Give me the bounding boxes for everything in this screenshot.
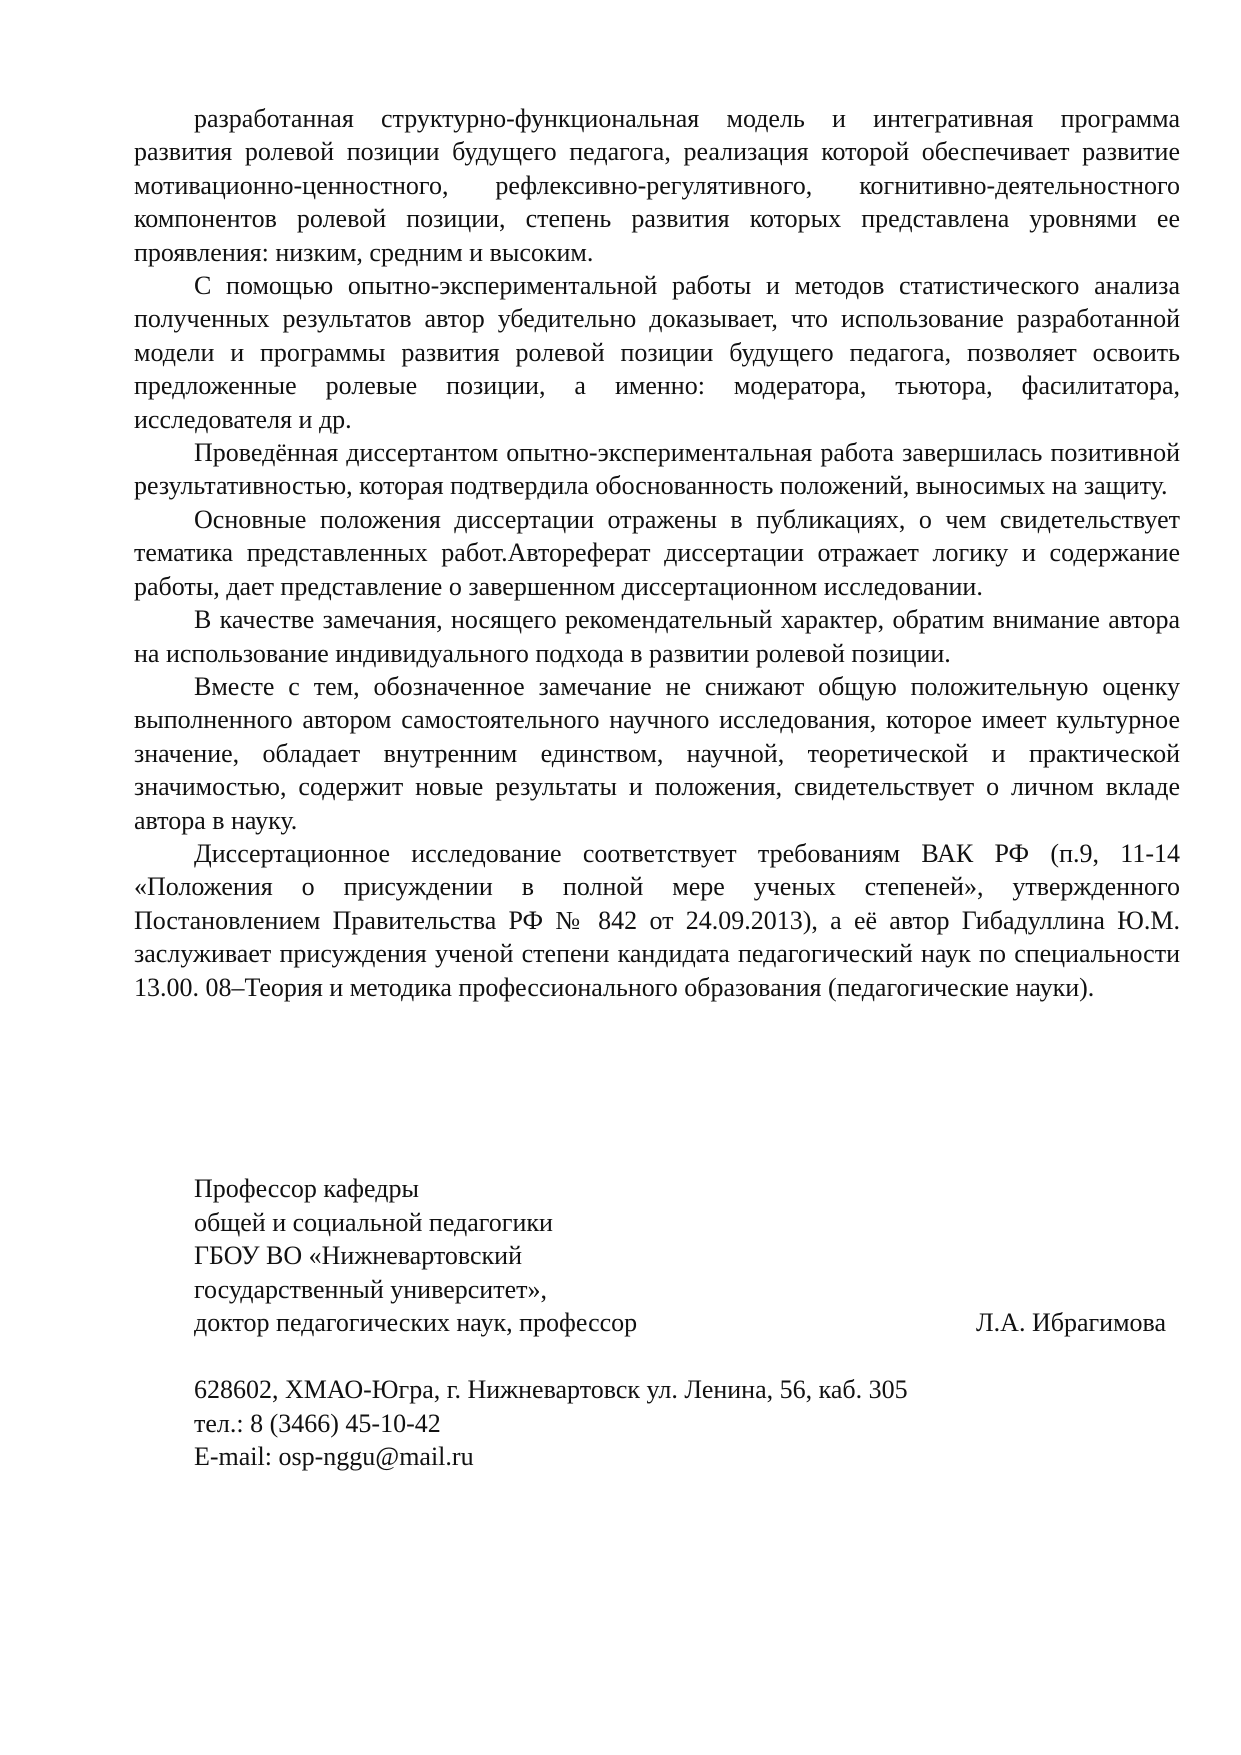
paragraph-assessment: Вместе с тем, обозначенное замечание не снижают общую положительную оценку выполненного автором самостоятельного научного исследования, которое имеет культурное значение, обладает внутренним единством, научной, теоретической и практической значимостью, содержит новые результаты и положения, свидетельствует о личном вкладе автора в науку. xyxy=(134,671,1180,835)
contact-email: E-mail: osp-nggu@mail.ru xyxy=(194,1442,474,1472)
paragraph-publications: Основные положения диссертации отражены в публикациях, о чем свидетельствует тематика представленных работ.Автореферат диссертации отражает логику и содержание работы, дает представление о завершенном диссертационном исследовании. xyxy=(134,504,1180,601)
paragraph-model-description: разработанная структурно-функциональная модель и интегративная программа развития ролевой позиции будущего педагога, реализация которой обеспечивает развитие мотивационно-ценностного, рефлексивно-регулятивного, когнитивно-деятельностного компонентов ролевой позиции, степень развития которых представлена уровнями ее проявления: низким, средним и высоким. xyxy=(134,104,1180,267)
contact-block xyxy=(194,1373,908,1474)
paragraph-results: Проведённая диссертантом опытно-экспериментальная работа завершилась позитивной результативностью, которая подтвердила обоснованность положений, выносимых на защиту. xyxy=(134,438,1180,501)
signature-degree: доктор педагогических наук, профессор xyxy=(194,1308,638,1338)
signature-degree-row xyxy=(194,1306,1180,1340)
signature-block xyxy=(194,1172,1180,1340)
signatory-name: Л.А. Ибрагимова xyxy=(976,1308,1166,1338)
paragraph-remark: В качестве замечания, носящего рекомендательный характер, обратим внимание автора на использование индивидуального подхода в развитии ролевой позиции. xyxy=(134,605,1180,668)
signature-university-line: ГБОУ ВО «Нижневартовский xyxy=(194,1241,523,1271)
signature-university-line-2: государственный университет», xyxy=(194,1274,547,1304)
review-body xyxy=(134,102,1180,1004)
signature-department-line: общей и социальной педагогики xyxy=(194,1207,553,1237)
contact-address: 628602, ХМАО-Югра, г. Нижневартовск ул. Ленина, 56, каб. 305 xyxy=(194,1375,908,1404)
paragraph-conclusion: Диссертационное исследование соответствует требованиям ВАК РФ (п.9, 11-14 «Положения о присуждении в полной мере ученых степеней», утвержденного Постановлением Правительства РФ № 842 от 24.09.2013), а её автор Гибадуллина Ю.М. заслуживает присуждения ученой степени кандидата педагогический наук по специальности 13.00. 08–Теория и методика профессионального образования (педагогические науки). xyxy=(134,838,1180,1002)
signature-position-line: Профессор кафедры xyxy=(194,1174,419,1203)
paragraph-experimental-work: С помощью опытно-экспериментальной работы и методов статистического анализа полученных результатов автор убедительно доказывает, что использование разработанной модели и программы развития ролевой позиции будущего педагога, позволяет освоить предложенные ролевые позиции, а именно: модератора, тьютора, фасилитатора, исследователя и др. xyxy=(134,271,1180,434)
contact-phone: тел.: 8 (3466) 45-10-42 xyxy=(194,1408,441,1438)
